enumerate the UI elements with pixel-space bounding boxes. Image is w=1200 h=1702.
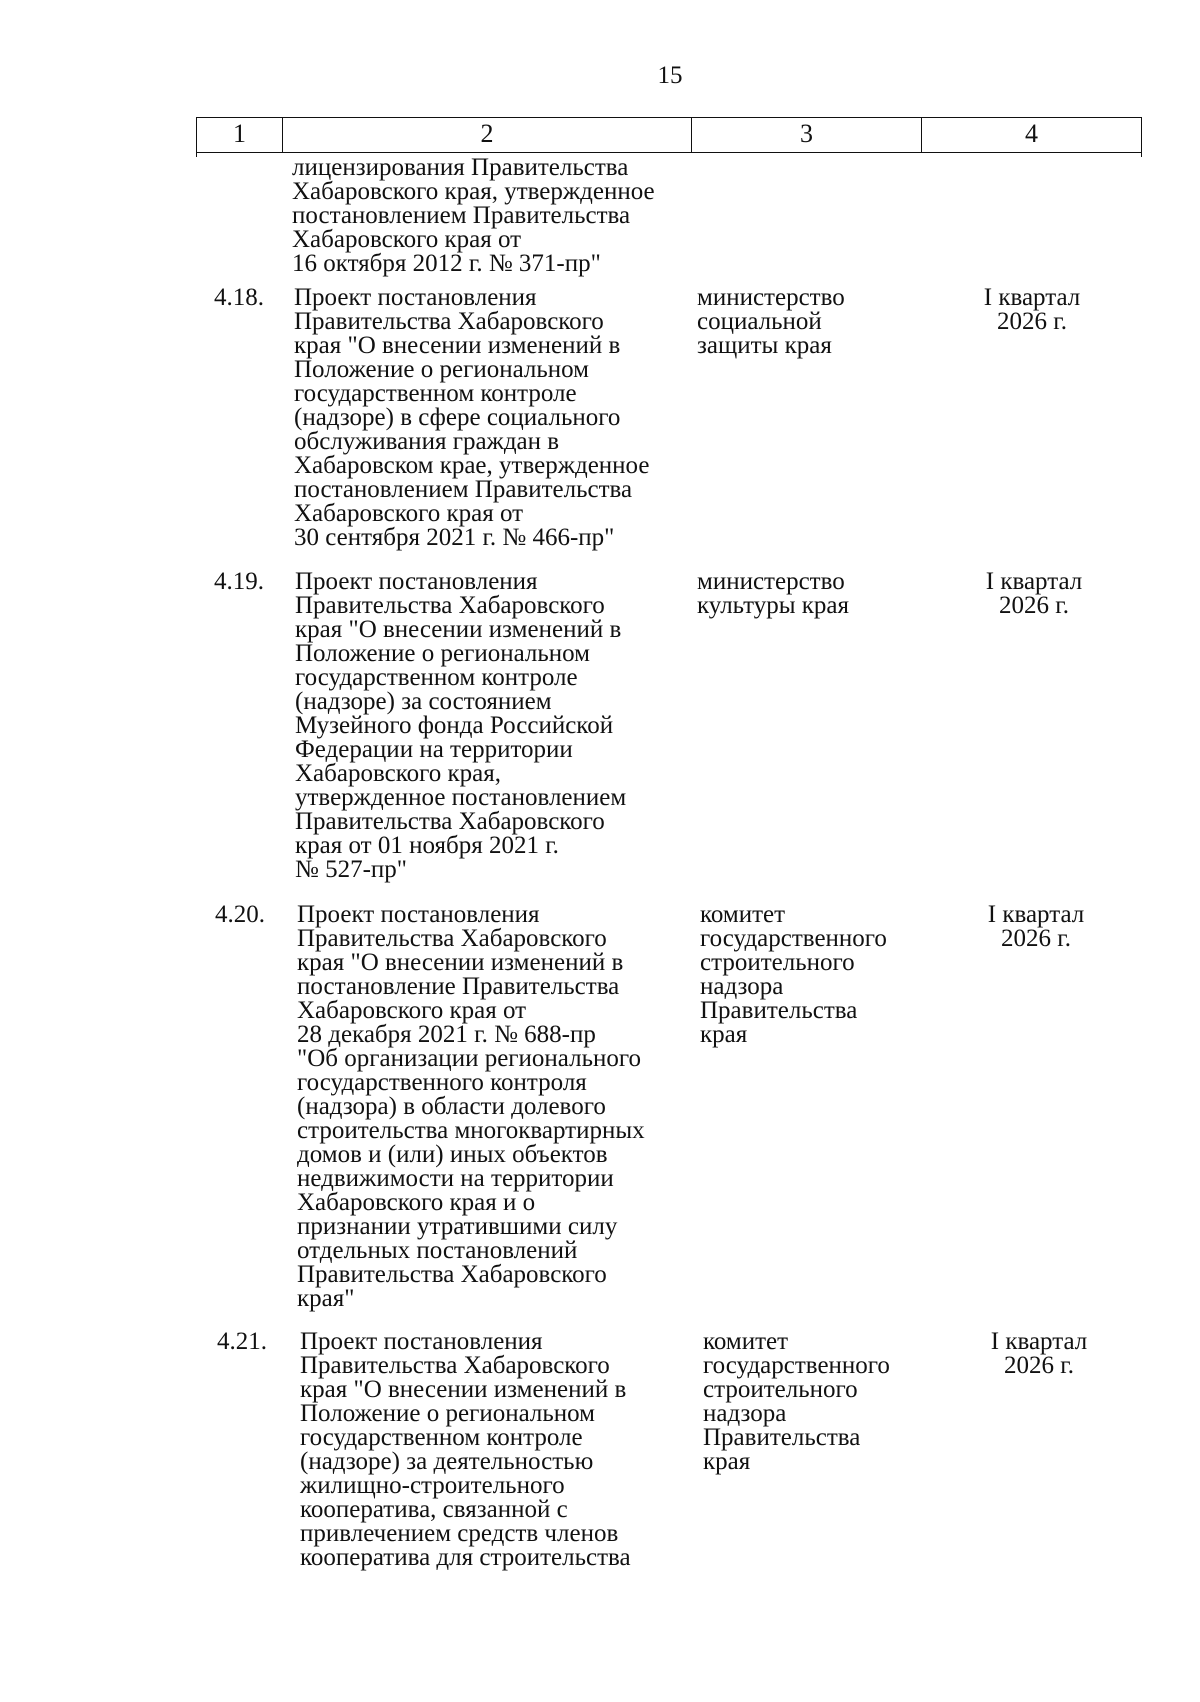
row-number: 4.18. xyxy=(214,284,264,311)
row-period: I квартал 2026 г. xyxy=(990,1328,1088,1379)
row-number: 4.19. xyxy=(214,568,264,595)
row-responsible: министерство социальной защиты края xyxy=(697,284,845,359)
row-title: Проект постановления Правительства Хабаровского края "О внесении изменений в Положение о региональном государственном контроле (надзоре) в сфере социального обслуживания граждан в Хабаровском крае, утвержденное постановлением Правительства Хабаровского края от 30 сентября 2021 г. № 466-пр" xyxy=(294,284,650,551)
page-number: 15 xyxy=(657,62,683,89)
row-responsible: комитет государственного строительного надзора Правительства края xyxy=(700,901,887,1048)
row-period: I квартал 2026 г. xyxy=(983,284,1081,335)
header-col-4: 4 xyxy=(1025,119,1038,148)
header-col-1: 1 xyxy=(197,118,283,152)
row-title: Проект постановления Правительства Хабаровского края "О внесении изменений в постановление Правительства Хабаровского края от 28 декабря 2021 г. № 688-пр "Об организации регионального государственного контроля (надзора) в области долевого строительства многоквартирных домов и (или) иных объектов недвижимости на территории Хабаровского края и о признании утратившими силу отдельных постановлений Правительства Хабаровского края" xyxy=(297,901,645,1312)
row-title: Проект постановления Правительства Хабаровского края "О внесении изменений в Положение о региональном государственном контроле (надзоре) за состоянием Музейного фонда Российской Федерации на территории Хабаровского края, утвержденное постановлением Правительства Хабаровского края от 01 ноября 2021 г. № 527-пр" xyxy=(295,568,627,883)
table-header xyxy=(196,117,1142,153)
row-responsible: министерство культуры края xyxy=(697,568,850,619)
header-col-3: 3 xyxy=(692,118,922,152)
continuation-text: лицензирования Правительства Хабаровского края, утвержденное постановлением Правительства Хабаровского края от 16 октября 2012 г. № 371-пр" xyxy=(292,154,655,277)
row-period: I квартал 2026 г. xyxy=(987,901,1085,952)
row-period: I квартал 2026 г. xyxy=(985,568,1083,619)
header-col-2: 2 xyxy=(283,118,692,152)
row-title: Проект постановления Правительства Хабаровского края "О внесении изменений в Положение о региональном государственном контроле (надзоре) за деятельностью жилищно-строительного кооператива, связанной с привлечением средств членов кооператива для строительства xyxy=(300,1328,631,1571)
row-number: 4.21. xyxy=(217,1328,267,1355)
row-responsible: комитет государственного строительного надзора Правительства края xyxy=(703,1328,890,1475)
row-number: 4.20. xyxy=(215,901,265,928)
